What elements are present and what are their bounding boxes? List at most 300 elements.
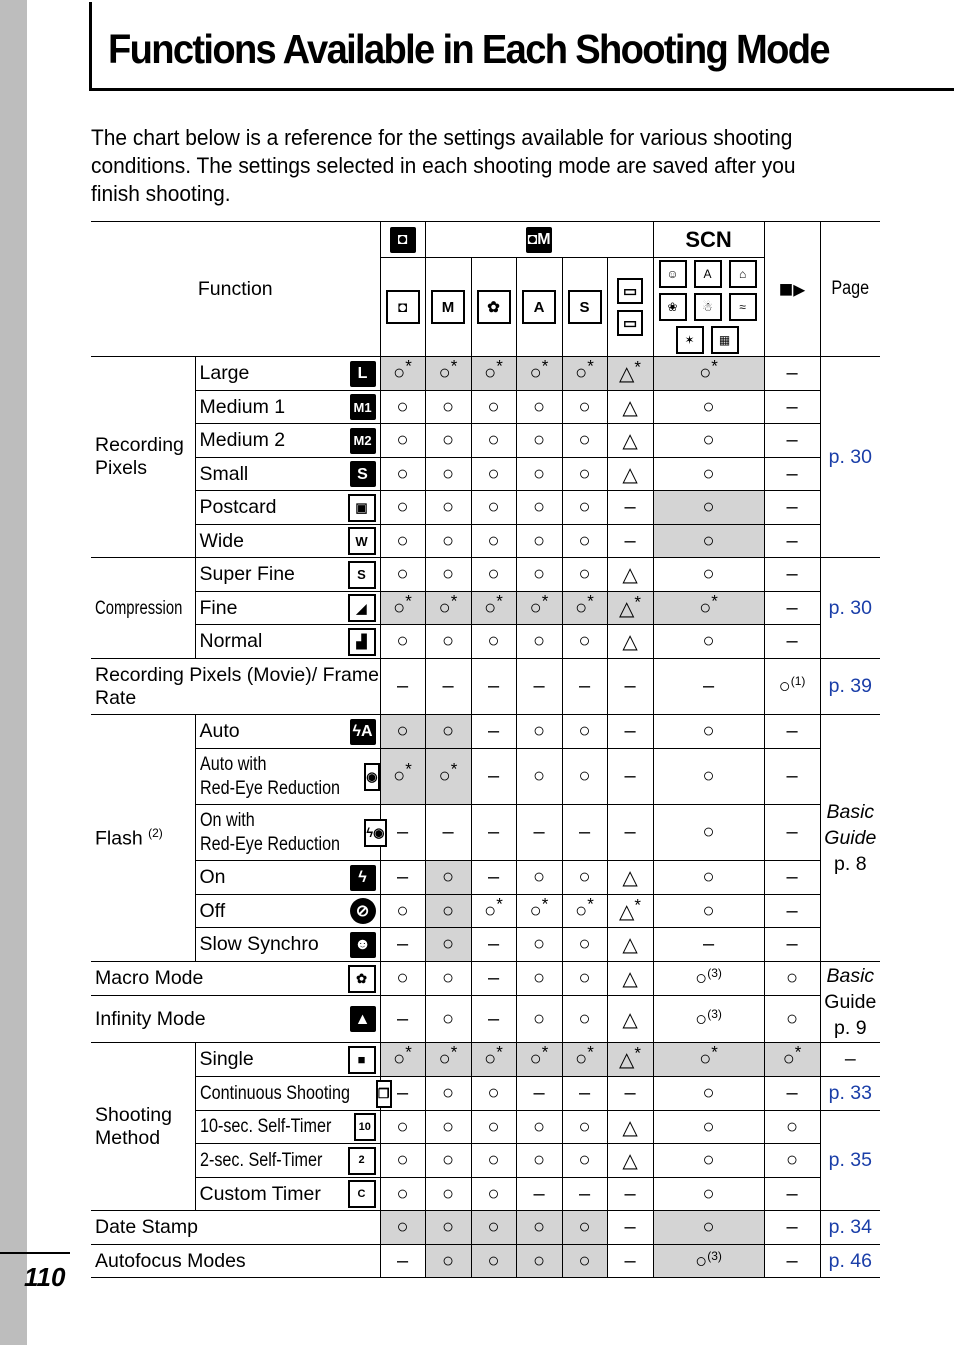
availability-cell: ○	[653, 424, 764, 458]
availability-cell: –	[764, 928, 820, 962]
availability-cell: ○	[516, 1211, 562, 1245]
availability-cell: ○	[471, 491, 516, 525]
row-medium1: Medium 1 M1	[195, 391, 380, 424]
asterisk-note: *	[541, 893, 549, 913]
row-macro: Macro Mode ✿	[91, 962, 380, 996]
availability-cell: ○*	[380, 749, 425, 805]
recording-pixels-group: Recording Pixels	[91, 357, 195, 558]
availability-cell: –	[764, 357, 820, 391]
row-large: Large L	[195, 357, 380, 391]
availability-cell: △	[607, 1111, 653, 1144]
stitch-assist-left-icon: ▭	[617, 310, 643, 336]
availability-cell: –	[425, 805, 471, 861]
availability-cell: ○	[425, 1178, 471, 1211]
availability-cell: ○	[380, 424, 425, 458]
availability-cell: ○	[380, 458, 425, 491]
medium1-size-icon: M1	[350, 394, 376, 420]
availability-cell: –	[380, 659, 425, 715]
flash-group: Flash $^{(2)}$	[91, 715, 195, 962]
compression-page: p. 30	[820, 558, 880, 659]
availability-cell: △*	[607, 1043, 653, 1077]
row-date-stamp: Date Stamp	[91, 1211, 380, 1245]
availability-cell: –	[562, 659, 607, 715]
functions-table	[91, 221, 880, 1278]
availability-cell: ○	[653, 491, 764, 525]
availability-cell: ○	[653, 525, 764, 558]
availability-cell: ○	[425, 491, 471, 525]
row-flash-off: Off ⊘	[195, 895, 380, 928]
availability-cell: –	[471, 659, 516, 715]
availability-cell: ○*	[562, 895, 607, 928]
availability-cell: ○	[516, 749, 562, 805]
camera-m-icon: ◘M	[526, 227, 552, 253]
timer-2-icon: 2	[348, 1147, 376, 1175]
availability-cell: ○	[562, 962, 607, 996]
postcard-icon: ▣	[348, 494, 376, 522]
availability-cell: ○	[653, 715, 764, 749]
availability-cell: ○	[425, 525, 471, 558]
availability-cell: ○	[380, 1178, 425, 1211]
availability-cell: ○	[562, 715, 607, 749]
autofocus-scn-cell: ○$^{(3)}$	[653, 1245, 764, 1278]
mode-scn	[653, 258, 764, 357]
availability-cell: ○*	[764, 1043, 820, 1077]
availability-cell: ○	[471, 1144, 516, 1178]
availability-cell: ○	[425, 861, 471, 895]
availability-cell: △	[607, 424, 653, 458]
asterisk-note: *	[405, 759, 412, 779]
availability-cell: ○	[425, 962, 471, 996]
availability-cell: ○	[380, 1111, 425, 1144]
camera-icon: ◘	[390, 227, 416, 253]
availability-cell: ○	[562, 861, 607, 895]
availability-cell: ○	[471, 1211, 516, 1245]
availability-cell: ○	[380, 391, 425, 424]
availability-cell: ○	[653, 1111, 764, 1144]
availability-cell: ○*	[380, 592, 425, 625]
availability-cell: –	[516, 805, 562, 861]
availability-cell: ○*	[471, 895, 516, 928]
availability-cell: –	[607, 749, 653, 805]
single-page: –	[820, 1043, 880, 1077]
asterisk-note: *	[496, 590, 503, 610]
page-number-rule	[0, 1252, 70, 1254]
availability-cell: –	[380, 1245, 425, 1278]
availability-cell: ○	[471, 525, 516, 558]
autofocus-page: p. 46	[820, 1245, 880, 1278]
flash-page: Basic Guide p. 8	[820, 715, 880, 962]
availability-cell: ○	[562, 491, 607, 525]
flash-on-icon: ϟ	[350, 865, 376, 891]
availability-cell: △	[607, 625, 653, 659]
availability-cell: ○	[516, 1144, 562, 1178]
availability-cell: ○	[471, 424, 516, 458]
row-postcard: Postcard ▣	[195, 491, 380, 525]
availability-cell: –	[653, 659, 764, 715]
normal-icon: ▟	[348, 628, 376, 656]
timer-page: p. 35	[820, 1111, 880, 1211]
availability-cell: –	[764, 491, 820, 525]
availability-cell: –	[471, 861, 516, 895]
color-accent-icon: A	[522, 290, 556, 324]
availability-cell: ○	[562, 996, 607, 1043]
row-super-fine: Super Fine S	[195, 558, 380, 592]
row-flash-on: On ϟ	[195, 861, 380, 895]
row-single: Single ■	[195, 1043, 380, 1077]
availability-cell: ○	[653, 861, 764, 895]
availability-cell: –	[764, 625, 820, 659]
manual-mode-header	[425, 222, 653, 258]
macro-icon: ✿	[348, 965, 376, 993]
availability-cell: ○	[380, 491, 425, 525]
availability-cell: ○	[562, 458, 607, 491]
row-flash-auto-red-eye: Auto with Red-Eye Reduction ◉	[195, 749, 380, 805]
availability-cell: ○	[562, 928, 607, 962]
page-header: Page	[820, 222, 880, 357]
availability-cell: △	[607, 558, 653, 592]
availability-cell: ○*	[380, 357, 425, 391]
availability-cell: –	[516, 1077, 562, 1111]
availability-cell: △	[607, 928, 653, 962]
availability-cell: ○	[425, 928, 471, 962]
single-shot-icon: ■	[348, 1046, 376, 1074]
availability-cell: ○	[425, 558, 471, 592]
availability-cell: –	[425, 659, 471, 715]
availability-cell: –	[380, 861, 425, 895]
row-flash-auto: Auto ϟA	[195, 715, 380, 749]
availability-cell: ○*	[516, 1043, 562, 1077]
availability-cell: –	[607, 805, 653, 861]
slow-synchro-icon: ☻	[350, 932, 376, 958]
asterisk-note: *	[450, 759, 458, 779]
underwater-icon: ▦	[711, 326, 739, 354]
availability-cell: ○	[516, 424, 562, 458]
availability-cell: –	[607, 491, 653, 525]
fine-icon: ◢	[348, 594, 376, 622]
availability-cell: ○	[425, 715, 471, 749]
availability-cell: ○	[471, 1077, 516, 1111]
timer-10-icon: 10	[354, 1113, 376, 1141]
availability-cell: –	[764, 458, 820, 491]
availability-cell: –	[764, 715, 820, 749]
availability-cell: –	[607, 1211, 653, 1245]
macro-scn-cell: ○$^{(3)}$	[653, 962, 764, 996]
asterisk-note: *	[587, 590, 594, 610]
availability-cell: –	[607, 659, 653, 715]
movie-page: p. 39	[820, 659, 880, 715]
availability-cell: ○	[562, 424, 607, 458]
asterisk-note: *	[405, 356, 412, 376]
stitch-assist-right-icon: ▭	[617, 278, 643, 304]
custom-timer-icon: C	[348, 1180, 376, 1208]
availability-cell: ○	[471, 391, 516, 424]
asterisk-note: *	[711, 590, 718, 610]
asterisk-note: *	[541, 590, 549, 610]
availability-cell: ○	[471, 1111, 516, 1144]
availability-cell: –	[764, 558, 820, 592]
availability-cell: ○	[516, 491, 562, 525]
availability-cell: ○	[562, 391, 607, 424]
asterisk-note: *	[711, 1042, 718, 1062]
indoor-icon: ⌂	[729, 260, 757, 288]
function-header: Function	[91, 222, 380, 357]
fireworks-icon: ✶	[676, 326, 704, 354]
row-wide: Wide W	[195, 525, 380, 558]
availability-cell: ○*	[562, 357, 607, 391]
availability-cell: △*	[607, 592, 653, 625]
availability-cell: ○	[653, 1211, 764, 1245]
asterisk-note: *	[496, 893, 503, 913]
compression-group: Compression	[91, 558, 195, 659]
digital-macro-icon: ✿	[477, 290, 511, 324]
availability-cell: ○	[380, 1144, 425, 1178]
mode-digital-macro	[471, 258, 516, 357]
availability-cell: ○	[380, 895, 425, 928]
flash-red-eye-icon: ϟ◉	[364, 819, 386, 847]
availability-cell: ○	[471, 558, 516, 592]
availability-cell: ○*	[471, 1043, 516, 1077]
availability-cell: ○	[764, 1111, 820, 1144]
infinity-scn-cell: ○$^{(3)}$	[653, 996, 764, 1043]
asterisk-note: *	[634, 591, 642, 611]
availability-cell: ○	[653, 625, 764, 659]
medium2-size-icon: M2	[350, 428, 376, 454]
asterisk-note: *	[450, 356, 458, 376]
availability-cell: ○*	[516, 592, 562, 625]
row-normal: Normal ▟	[195, 625, 380, 659]
date-stamp-page: p. 34	[820, 1211, 880, 1245]
availability-cell: ○	[516, 558, 562, 592]
auto-mode-header	[380, 222, 425, 258]
availability-cell: –	[471, 928, 516, 962]
availability-cell: –	[764, 1211, 820, 1245]
availability-cell: –	[516, 659, 562, 715]
availability-cell: ○	[380, 525, 425, 558]
availability-cell: –	[562, 805, 607, 861]
availability-cell: ○	[425, 424, 471, 458]
availability-cell: ○	[516, 996, 562, 1043]
availability-cell: △	[607, 391, 653, 424]
availability-cell: ○	[425, 458, 471, 491]
availability-cell: ○	[471, 458, 516, 491]
flash-auto-icon: ϟA	[350, 719, 376, 745]
asterisk-note: *	[496, 1042, 503, 1062]
availability-cell: ○	[562, 625, 607, 659]
availability-cell: –	[380, 996, 425, 1043]
row-autofocus: Autofocus Modes	[91, 1245, 380, 1278]
asterisk-note: *	[587, 1042, 594, 1062]
availability-cell: –	[764, 592, 820, 625]
availability-cell: –	[764, 1178, 820, 1211]
asterisk-note: *	[587, 356, 594, 376]
availability-cell: –	[562, 1178, 607, 1211]
availability-cell: –	[471, 962, 516, 996]
availability-cell: ○	[653, 1144, 764, 1178]
row-fine: Fine ◢	[195, 592, 380, 625]
availability-cell: ○	[471, 625, 516, 659]
availability-cell: ○*	[425, 357, 471, 391]
availability-cell: ○	[471, 1178, 516, 1211]
availability-cell: ○	[380, 715, 425, 749]
asterisk-note: *	[496, 356, 503, 376]
page-number: 110	[24, 1262, 66, 1292]
availability-cell: ○	[516, 625, 562, 659]
availability-cell: ○	[425, 1144, 471, 1178]
row-slow-synchro: Slow Synchro ☻	[195, 928, 380, 962]
mode-manual	[425, 258, 471, 357]
row-flash-on-red-eye: On with Red-Eye Reduction ϟ◉	[195, 805, 380, 861]
availability-cell: ○	[380, 1211, 425, 1245]
row-small: Small S	[195, 458, 380, 491]
mode-auto	[380, 258, 425, 357]
manual-mode-icon: M	[431, 290, 465, 324]
availability-cell: ○	[653, 1178, 764, 1211]
availability-cell: ○*	[425, 749, 471, 805]
flash-off-icon: ⊘	[350, 898, 376, 924]
auto-mode-icon: ◘	[386, 290, 420, 324]
availability-cell: ○	[764, 962, 820, 996]
availability-cell: ○	[562, 1245, 607, 1278]
infinity-icon: ▲	[350, 1006, 376, 1032]
availability-cell: –	[764, 749, 820, 805]
macro-infinity-page: Basic Guide p. 9	[820, 962, 880, 1043]
row-custom-timer: Custom Timer C	[195, 1178, 380, 1211]
availability-cell: –	[764, 1245, 820, 1278]
availability-cell: ○	[425, 895, 471, 928]
availability-cell: ○	[516, 962, 562, 996]
availability-cell: ○*	[562, 592, 607, 625]
availability-cell: ○	[516, 1245, 562, 1278]
snow-icon: ☃	[694, 293, 722, 321]
asterisk-note: *	[634, 1043, 642, 1063]
shooting-method-group: Shooting Method	[91, 1043, 195, 1211]
availability-cell: ○*	[562, 1043, 607, 1077]
availability-cell: △	[607, 1144, 653, 1178]
availability-cell: –	[562, 1077, 607, 1111]
availability-cell: △*	[607, 357, 653, 391]
availability-cell: ○	[380, 625, 425, 659]
availability-cell: ○*	[516, 895, 562, 928]
availability-cell: ○	[562, 1144, 607, 1178]
availability-cell: ○	[516, 715, 562, 749]
availability-cell: △	[607, 996, 653, 1043]
availability-cell: –	[764, 805, 820, 861]
asterisk-note: *	[587, 893, 594, 913]
availability-cell: –	[764, 1077, 820, 1111]
availability-cell: ○	[380, 962, 425, 996]
availability-cell: ○	[516, 458, 562, 491]
availability-cell: ○*	[653, 1043, 764, 1077]
row-continuous: Continuous Shooting ❐	[195, 1077, 380, 1111]
beach-icon: ≈	[729, 293, 757, 321]
page-title: Functions Available in Each Shooting Mode	[108, 26, 829, 72]
mode-color-accent	[516, 258, 562, 357]
availability-cell: ○*	[425, 1043, 471, 1077]
continuous-icon: ❐	[376, 1080, 392, 1108]
availability-cell: ○	[653, 895, 764, 928]
availability-cell: ○	[562, 749, 607, 805]
continuous-page: p. 33	[820, 1077, 880, 1111]
asterisk-note: *	[711, 356, 718, 376]
availability-cell: △	[607, 962, 653, 996]
availability-cell: –	[653, 928, 764, 962]
availability-cell: ○	[562, 1211, 607, 1245]
availability-cell: ○	[562, 558, 607, 592]
availability-cell: ○	[516, 861, 562, 895]
small-size-icon: S	[350, 461, 376, 487]
availability-cell: ○	[562, 1111, 607, 1144]
availability-cell: ○	[653, 558, 764, 592]
availability-cell: △	[607, 861, 653, 895]
intro-paragraph: The chart below is a reference for the settings available for various shooting conditions. The settings selected in each shooting mode are saved after you finish shooting.	[91, 125, 796, 206]
color-swap-icon: S	[568, 290, 602, 324]
super-fine-icon: S	[348, 561, 376, 589]
availability-cell: –	[471, 805, 516, 861]
wide-size-icon: W	[348, 527, 376, 555]
availability-cell: –	[380, 805, 425, 861]
availability-cell: ○*	[471, 357, 516, 391]
availability-cell: –	[607, 525, 653, 558]
availability-cell: ○	[425, 391, 471, 424]
large-size-icon: L	[350, 361, 376, 387]
asterisk-note: *	[450, 1042, 458, 1062]
asterisk-note: *	[634, 357, 642, 377]
row-medium2: Medium 2 M2	[195, 424, 380, 458]
mode-stitch-assist	[607, 258, 653, 357]
availability-cell: –	[607, 1077, 653, 1111]
availability-cell: ○	[653, 458, 764, 491]
availability-cell: ○	[516, 525, 562, 558]
availability-cell: ○	[764, 996, 820, 1043]
availability-cell: –	[607, 1245, 653, 1278]
kids-pets-icon: A	[694, 260, 722, 288]
availability-cell: ○	[516, 1111, 562, 1144]
asterisk-note: *	[794, 1042, 802, 1062]
availability-cell: –	[764, 391, 820, 424]
foliage-icon: ❀	[659, 293, 687, 321]
availability-cell: –	[764, 525, 820, 558]
availability-cell: ○	[653, 805, 764, 861]
availability-cell: ○	[425, 996, 471, 1043]
scn-header: SCN	[653, 222, 764, 258]
availability-cell: –	[764, 861, 820, 895]
availability-cell: ○	[653, 1077, 764, 1111]
row-movie-pixels: Recording Pixels (Movie)/ Frame Rate	[91, 659, 380, 715]
movie-icon: ■▸	[778, 275, 806, 303]
availability-cell: △	[607, 458, 653, 491]
mode-color-swap	[562, 258, 607, 357]
availability-cell: –	[380, 1077, 425, 1111]
row-10sec-timer: 10-sec. Self-Timer 10	[195, 1111, 380, 1144]
availability-cell: –	[471, 715, 516, 749]
availability-cell: –	[607, 715, 653, 749]
recording-pixels-page: p. 30	[820, 357, 880, 558]
availability-cell: –	[516, 1178, 562, 1211]
availability-cell: △*	[607, 895, 653, 928]
availability-cell: ○	[425, 1245, 471, 1278]
availability-cell: ○	[471, 1245, 516, 1278]
availability-cell: ○	[764, 1144, 820, 1178]
movie-header	[764, 222, 820, 357]
availability-cell: ○	[380, 558, 425, 592]
availability-cell: ○	[516, 928, 562, 962]
availability-cell: ○*	[471, 592, 516, 625]
availability-cell: –	[471, 996, 516, 1043]
availability-cell: ○	[425, 625, 471, 659]
availability-cell: –	[607, 1178, 653, 1211]
availability-cell: ○	[562, 525, 607, 558]
asterisk-note: *	[541, 1042, 549, 1062]
